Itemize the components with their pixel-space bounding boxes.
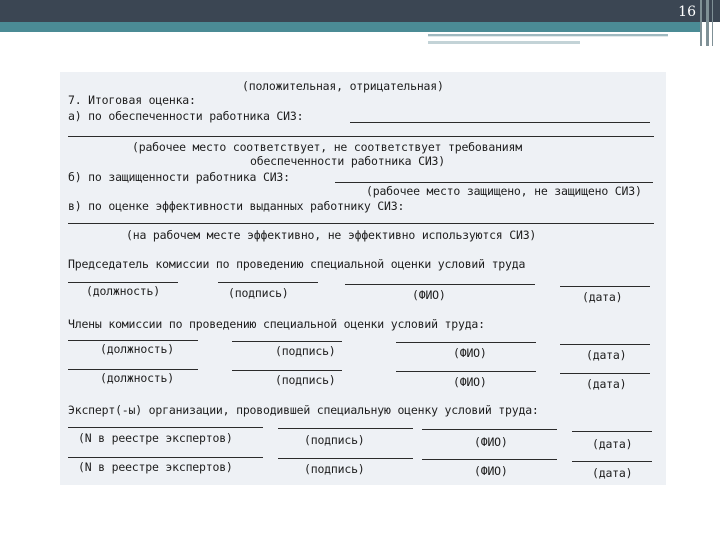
scanned-form [60, 72, 666, 485]
caption-registry: (N в реестре экспертов) [78, 460, 233, 474]
blank-line [278, 458, 413, 459]
section-title: Председатель комиссии по проведению специальной оценки условий труда [68, 257, 526, 271]
blank-line [396, 371, 536, 372]
slide-number: 16 [678, 4, 696, 20]
caption-position: (должность) [100, 342, 174, 356]
blank-line [422, 459, 557, 460]
caption-date: (дата) [586, 377, 627, 391]
decor-line [700, 0, 702, 46]
blank-line [345, 284, 535, 285]
caption-date: (дата) [592, 437, 633, 451]
caption-fio: (ФИО) [474, 464, 508, 478]
accent-line [428, 41, 580, 44]
section-title: Члены комиссии по проведению специальной оценки условий труда: [68, 317, 485, 331]
caption-date: (дата) [586, 348, 627, 362]
hint-text: (рабочее место соответствует, не соответствует требованиям [132, 140, 522, 154]
caption-fio: (ФИО) [453, 346, 487, 360]
blank-line [278, 428, 413, 429]
field-label: а) по обеспеченности работника СИЗ: [68, 109, 304, 123]
hint-text: (рабочее место защищено, не защищено СИЗ) [366, 184, 642, 198]
caption-date: (дата) [582, 290, 623, 304]
blank-line [218, 282, 318, 283]
accent-line [428, 36, 668, 37]
field-label: б) по защищенности работника СИЗ: [68, 170, 290, 184]
field-label: в) по оценке эффективности выданных работнику СИЗ: [68, 199, 405, 213]
caption-signature: (подпись) [228, 286, 289, 300]
caption-position: (должность) [100, 371, 174, 385]
caption-date: (дата) [592, 466, 633, 480]
decor-line [712, 0, 713, 46]
hint-text: (положительная, отрицательная) [242, 79, 444, 93]
section-title: Эксперт(-ы) организации, проводившей специальную оценку условий труда: [68, 403, 539, 417]
blank-line [68, 427, 263, 428]
hint-text: (на рабочем месте эффективно, не эффективно используются СИЗ) [126, 228, 537, 242]
blank-line [68, 282, 178, 283]
caption-signature: (подпись) [304, 433, 365, 447]
blank-line [350, 122, 650, 123]
blank-line [560, 344, 650, 345]
slide-top-bar [0, 0, 720, 22]
blank-line [572, 431, 652, 432]
caption-position: (должность) [86, 284, 160, 298]
caption-fio: (ФИО) [412, 288, 446, 302]
blank-line [68, 369, 198, 370]
blank-line [335, 182, 653, 183]
decor-line [706, 0, 709, 46]
blank-line [560, 286, 650, 287]
blank-line [422, 429, 557, 430]
blank-line [572, 461, 652, 462]
caption-registry: (N в реестре экспертов) [78, 431, 233, 445]
caption-fio: (ФИО) [453, 375, 487, 389]
slide-accent-bar [0, 22, 700, 32]
blank-line [560, 373, 650, 374]
caption-signature: (подпись) [304, 462, 365, 476]
caption-fio: (ФИО) [474, 435, 508, 449]
blank-line [68, 136, 654, 137]
blank-line [396, 342, 536, 343]
blank-line [68, 340, 198, 341]
blank-line [68, 457, 263, 458]
blank-line [68, 223, 654, 224]
blank-line [232, 370, 342, 371]
hint-text: обеспеченности работника СИЗ) [250, 154, 445, 168]
caption-signature: (подпись) [275, 344, 336, 358]
section-title: 7. Итоговая оценка: [68, 93, 196, 107]
caption-signature: (подпись) [275, 373, 336, 387]
blank-line [232, 341, 342, 342]
